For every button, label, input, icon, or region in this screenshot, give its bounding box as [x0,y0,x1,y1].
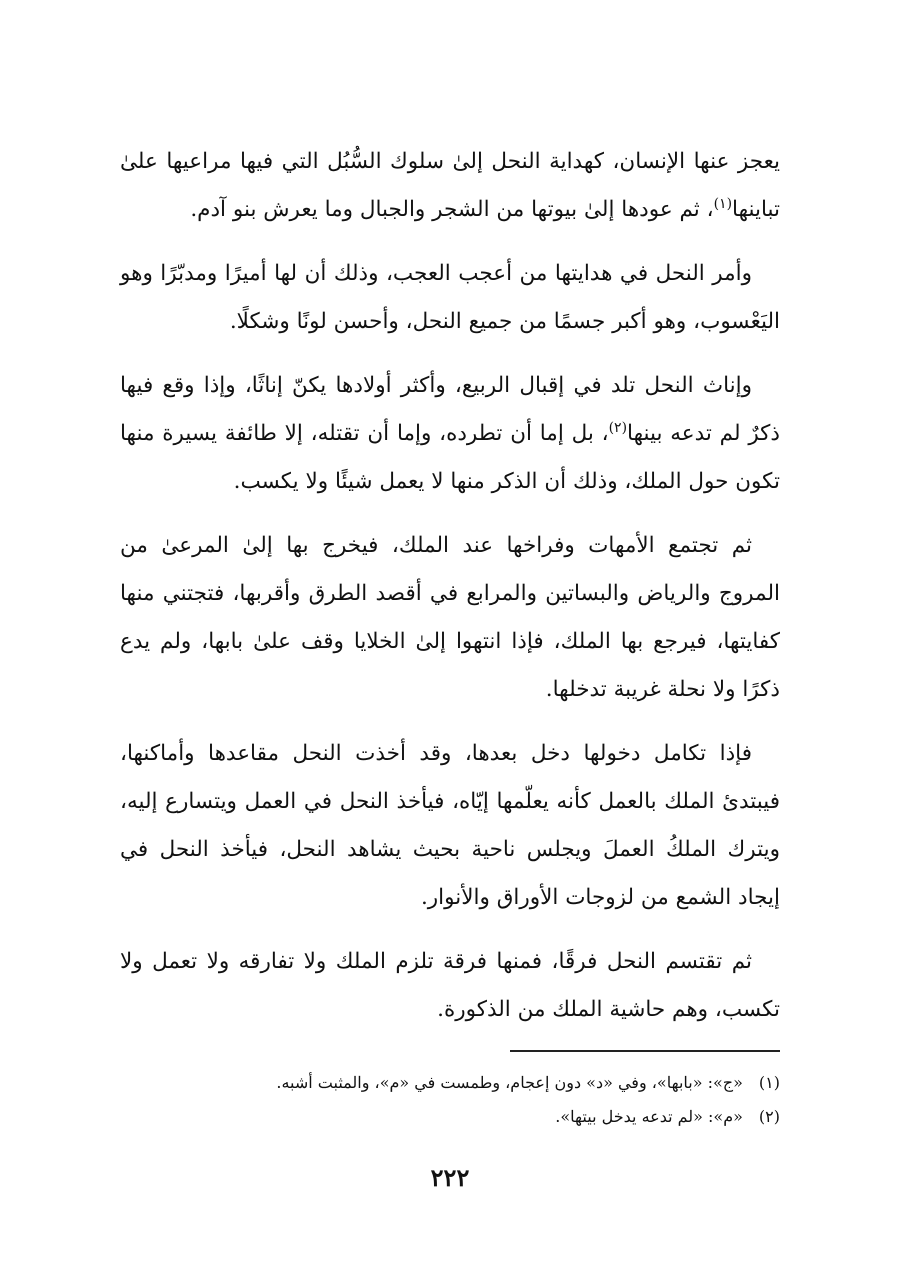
paragraph-text: ثم تقتسم النحل فرقًا، فمنها فرقة تلزم الملك ولا تفارقه ولا تعمل ولا تكسب، وهم حاشية الملك من الذكورة. [120,949,780,1022]
paragraph-2 [120,250,780,346]
footnote-text: «م»: «لم تدعه يدخل بيتها». [555,1107,743,1126]
footnote-text: «ج»: «بابها»، وفي «د» دون إعجام، وطمست في «م»، والمثبت أشبه. [276,1073,743,1092]
paragraph-text: ، ثم عودها إلىٰ بيوتها من الشجر والجبال وما يعرش بنو آدم. [190,197,714,222]
paragraph-1 [120,138,780,234]
paragraph-text: وأمر النحل في هدايتها من أعجب العجب، وذلك أن لها أميرًا ومدبّرًا وهو اليَعْسوب، وهو أكبر جسمًا من جميع النحل، وأحسن لونًا وشكلًا. [120,261,780,334]
paragraph-text: ثم تجتمع الأمهات وفراخها عند الملك، فيخرج بها إلىٰ المرعىٰ من المروج والرياض والبساتين والمرابع في أقصد الطرق وأقربها، فتجتني منها كفايتها، فيرجع بها الملك، فإذا انتهوا إلىٰ الخلايا وقف علىٰ بابها، ولم يدع ذكرًا ولا نحلة غريبة تدخلها. [120,533,780,702]
paragraph-text: ، بل إما أن تطرده، وإما أن تقتله، إلا طائفة يسيرة منها تكون حول الملك، وذلك أن الذكر منها لا يعمل شيئًا ولا يكسب. [120,421,780,494]
paragraph-text: فإذا تكامل دخولها دخل بعدها، وقد أخذت النحل مقاعدها وأماكنها، فيبتدئ الملك بالعمل كأنه يعلّمها إيّاه، فيأخذ النحل في العمل ويتسارع إليه، ويترك الملكُ العملَ ويجلس ناحية بحيث يشاهد النحل، فيأخذ النحل في إيجاد الشمع من لزوجات الأوراق والأنوار. [120,741,780,910]
paragraph-5 [120,730,780,922]
page-number: ٢٢٢ [430,1163,470,1192]
footnote-2 [120,1100,780,1134]
footnote-reference: (١) [713,195,733,212]
main-text [120,138,780,1050]
paragraph-text: وإناث النحل تلد في إقبال الربيع، وأكثر أولادها يكنّ إناثًا، وإذا وقع فيها ذكرٌ لم تدعه بينها [120,373,780,446]
footnote-number: (٢) [758,1107,780,1126]
footnote-1 [120,1066,780,1100]
paragraph-3 [120,362,780,506]
footnote-reference: (٢) [608,419,628,436]
footnote-number: (١) [758,1073,780,1092]
paragraph-4 [120,522,780,714]
paragraph-text: يعجز عنها الإنسان، كهداية النحل إلىٰ سلوك السُّبُل التي فيها مراعيها علىٰ تباينها [120,149,780,222]
footnotes [120,1050,780,1134]
footnote-divider [510,1050,780,1052]
paragraph-6 [120,938,780,1034]
